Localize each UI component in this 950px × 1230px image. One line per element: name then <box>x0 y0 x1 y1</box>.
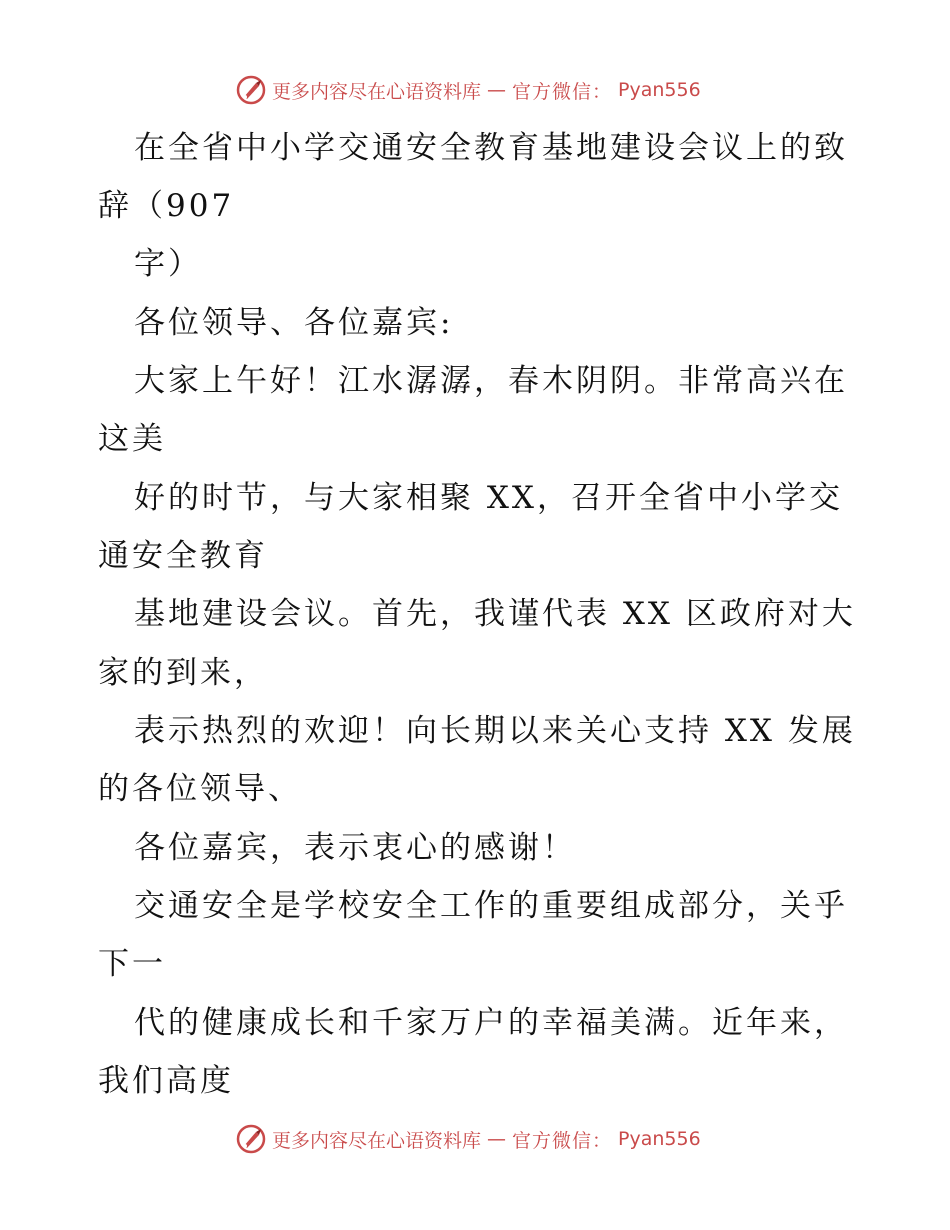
watermark-wechat-label: 官方微信： <box>512 80 613 103</box>
doc-line-12: 的各位领导、 <box>98 771 302 807</box>
doc-line-9: 基地建设会议。首先，我谨代表 XX 区政府对大 <box>134 596 856 632</box>
doc-line-17: 我们高度 <box>98 1063 234 1099</box>
doc-line-10: 家的到来， <box>98 655 268 691</box>
doc-line-16: 代的健康成长和千家万户的幸福美满。近年来， <box>134 1005 848 1041</box>
watermark-wechat-label: 官方微信： <box>512 1129 613 1152</box>
doc-line-14: 交通安全是学校安全工作的重要组成部分，关乎 <box>134 888 848 924</box>
footer-watermark <box>236 1123 701 1155</box>
doc-line-13: 各位嘉宾，表示衷心的感谢！ <box>134 830 576 866</box>
watermark-site-text: 更多内容尽在心语资料库 <box>272 80 482 103</box>
quill-pen-logo-icon <box>236 1124 266 1154</box>
doc-line-3: 字） <box>134 246 202 282</box>
watermark-dash: — <box>487 1128 507 1150</box>
doc-line-7: 好的时节，与大家相聚 XX，召开全省中小学交 <box>134 480 843 516</box>
doc-line-5: 大家上午好！江水潺潺，春木阴阴。非常高兴在 <box>134 363 848 399</box>
doc-line-4: 各位领导、各位嘉宾: <box>134 305 454 341</box>
doc-line-15: 下一 <box>98 946 166 982</box>
watermark-wechat-id: Pyan556 <box>618 79 701 101</box>
doc-line-11: 表示热烈的欢迎！向长期以来关心支持 XX 发展 <box>134 713 856 749</box>
doc-line-8: 通安全教育 <box>98 538 268 574</box>
watermark-dash: — <box>487 79 507 101</box>
doc-line-2: 辞（907 <box>98 188 235 224</box>
doc-line-1: 在全省中小学交通安全教育基地建设会议上的致 <box>134 130 848 166</box>
watermark-site-text: 更多内容尽在心语资料库 <box>272 1129 482 1152</box>
doc-line-6: 这美 <box>98 421 166 457</box>
watermark-wechat-id: Pyan556 <box>618 1128 701 1150</box>
